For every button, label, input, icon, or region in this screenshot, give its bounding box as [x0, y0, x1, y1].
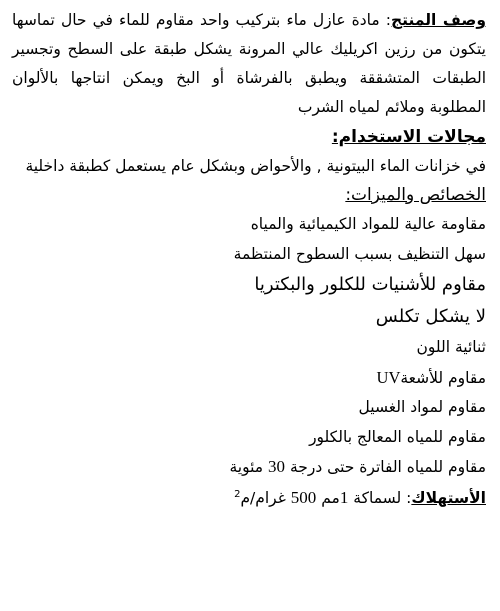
product-description — [12, 6, 486, 122]
feature-temperature-text: مقاوم للمياه الفاترة حتى درجة — [289, 458, 486, 476]
consumption-line — [12, 483, 486, 513]
feature-item-uv — [12, 363, 486, 394]
product-description-text: : مادة عازل ماء بتركيب واحد مقاوم للماء في حال تماسها يتكون من رزين اكريليك عالي المرونة يشكل طبقة على السطح وتجسير الطبقات المتشققة ويطبق بالفرشاة أو البخ ويمكن انتاجها بالألوان المطلوبة وملائم لمياه الشرب — [12, 11, 486, 116]
features-heading: الخصائص والميزات: — [345, 185, 486, 205]
product-datasheet — [12, 6, 486, 513]
feature-uv-text: مقاوم للأشعة — [400, 368, 486, 387]
feature-item: سهل التنظيف بسبب السطوح المنتظمة — [233, 244, 486, 263]
feature-item: مقاوم للمياه المعالج بالكلور — [309, 427, 486, 446]
thickness-value: 1 — [339, 487, 349, 507]
feature-item: لا يشكل تكلس — [375, 306, 486, 327]
amount-value: 500 — [290, 487, 317, 507]
feature-item: ثنائية اللون — [416, 338, 486, 356]
usage-heading: مجالات الاستخدام: — [331, 127, 486, 147]
thickness-unit: مم — [321, 488, 340, 507]
consumption-label: الأستهلاك — [411, 488, 486, 507]
unit-superscript: 2 — [234, 488, 241, 500]
temperature-unit: مئوية — [229, 458, 264, 476]
feature-item-temperature — [12, 452, 486, 483]
usage-text: في خزانات الماء البيتونية , والأحواض وبشكل عام يستعمل كطبقة داخلية — [25, 157, 486, 175]
consumption-prefix: : لسماكة — [353, 488, 412, 507]
amount-unit: غرام/م — [240, 488, 286, 507]
feature-item: مقاوم لمواد الغسيل — [358, 398, 486, 416]
uv-abbreviation: UV — [376, 367, 401, 387]
features-list — [12, 210, 486, 483]
feature-item: مقاوم للأشنيات للكلور والبكتريا — [254, 274, 486, 295]
temperature-value: 30 — [268, 457, 286, 476]
product-description-label: وصف المنتج — [391, 11, 486, 29]
feature-item: مقاومة عالية للمواد الكيميائية والمياه — [250, 215, 486, 233]
